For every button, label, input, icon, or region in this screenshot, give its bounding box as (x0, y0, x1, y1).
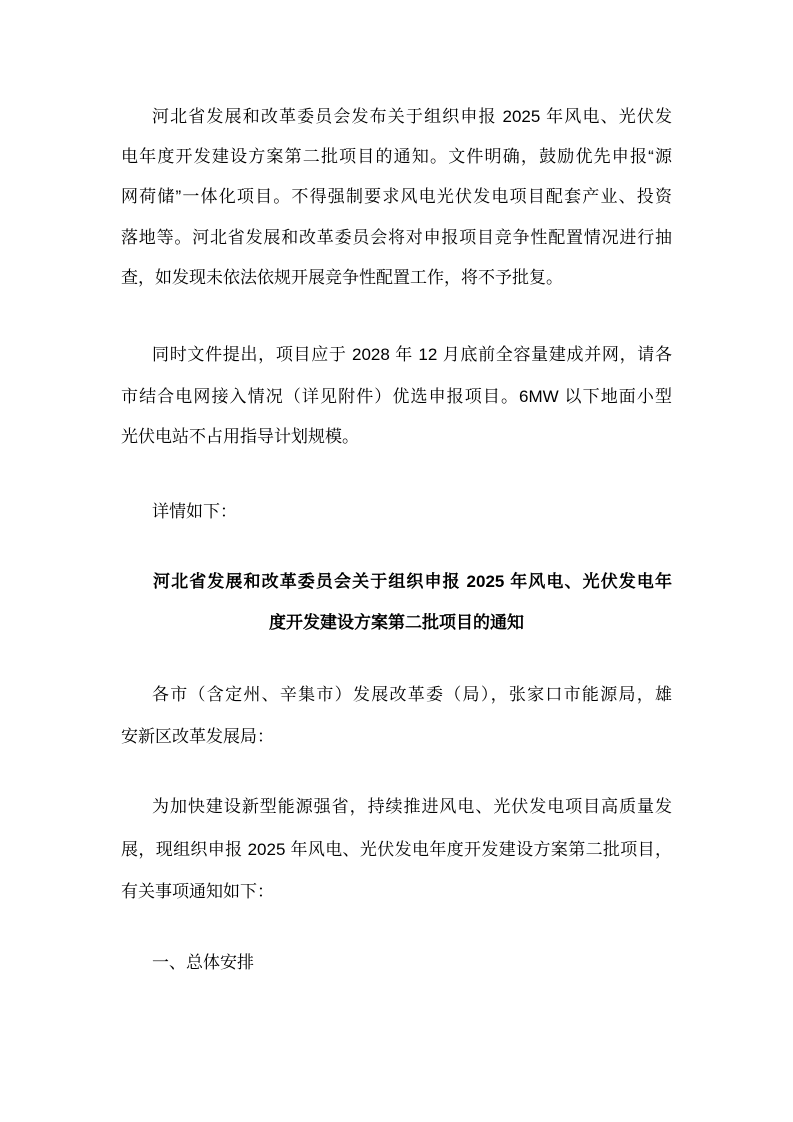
preamble-line-2: 展，现组织申报 2025 年风电、光伏发电年度开发建设方案第二批项目， (121, 840, 672, 859)
details-label: 详情如下： (152, 502, 237, 521)
preamble-line-1: 为加快建设新型能源强省，持续推进风电、光伏发电项目高质量发 (152, 797, 672, 816)
intro-line-1: 河北省发展和改革委员会发布关于组织申报 2025 年风电、光伏发 (152, 107, 672, 126)
addressees-line-1: 各市（含定州、辛集市）发展改革委（局），张家口市能源局，雄 (152, 685, 672, 704)
intro-line-2: 电年度开发建设方案第二批项目的通知。文件明确，鼓励优先申报“源 (121, 147, 672, 166)
section-1-heading: 一、总体安排 (152, 953, 254, 972)
notice-title-line-1: 河北省发展和改革委员会关于组织申报 2025 年风电、光伏发电年 (153, 572, 672, 591)
intro-line-5: 查，如发现未依法依规开展竞争性配置工作，将不予批复。 (121, 268, 563, 287)
deadline-line-1: 同时文件提出，项目应于 2028 年 12 月底前全容量建成并网，请各 (152, 345, 672, 364)
notice-title-line-2: 度开发建设方案第二批项目的通知 (269, 613, 524, 632)
intro-line-3: 网荷储”一体化项目。不得强制要求风电光伏发电项目配套产业、投资 (121, 187, 672, 206)
intro-line-4: 落地等。河北省发展和改革委员会将对申报项目竞争性配置情况进行抽 (121, 228, 672, 247)
deadline-line-3: 光伏电站不占用指导计划规模。 (121, 427, 359, 446)
preamble-line-3: 有关事项通知如下： (121, 882, 274, 901)
addressees-line-2: 安新区改革发展局： (121, 727, 274, 746)
deadline-line-2: 市结合电网接入情况（详见附件）优选申报项目。6MW 以下地面小型 (121, 387, 672, 406)
